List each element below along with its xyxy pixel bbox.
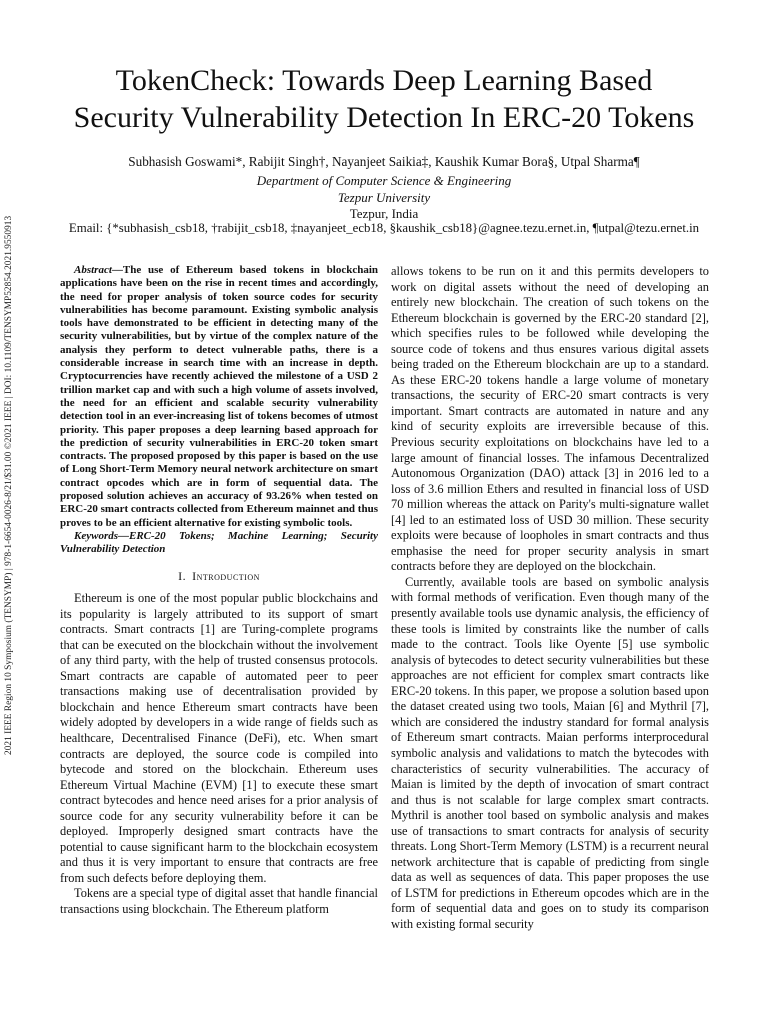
department: Department of Computer Science & Engineering [256,173,512,188]
abstract-text: —The use of Ethereum based tokens in blockchain applications have been on the rise in recent times and accordingly, the need for proper analysis of token source codes for security vulnerabilities has become paramount. Existing symbolic analysis tools have demonstrated to be efficient in detecting many of the security vulnerabilities, but by virtue of the complex nature of the analysis they perform to detect vulnerable paths, there is a considerable increase in search time with an increase in depth. Cryptocurrencies have recently achieved the milestone of a USD 2 trillion market cap and with such a high volume of assets involved, the need for an efficient and scalable security vulnerability detection tool in an ever-increasing list of tokens becomes of utmost priority. This paper proposes a deep learning based approach for the prediction of security vulnerabilities in ERC-20 token smart contracts. The proposed proposed by this paper is based on the use of Long Short-Term Memory neural network architecture on smart contract opcodes which are in form of sequential data. The proposed solution achieves an accuracy of 93.26% when tested on ERC-20 smart contracts collected from Ethereum mainnet and thus proves to be an efficient alternative for existing symbolic tools. [60,264,378,529]
title-line-1: TokenCheck: Towards Deep Learning Based [115,64,653,97]
author-list: Subhasish Goswami*, Rabijit Singh†, Nayanjeet Saikia‡, Kaushik Kumar Bora§, Utpal Sharma¶ [128,154,640,169]
right-paragraph-2: Currently, available tools are based on symbolic analysis with formal methods of verification. Even though many of the presently available tools use dynamic analysis, the efficiency of these tools is limited by constraints like the number of calls made to the contract. Tools like Oyente [5] use symbolic analysis of bytecodes to detect security vulnerabilities but these approaches are not efficient for complex smart contracts like ERC-20 tokens. In this paper, we propose a solution based upon the dataset created using two tools, Maian [6] and Mythril [7], which are considered the industry standard for formal analysis of Ethereum smart contracts. Maian performs interprocedural symbolic analysis and validations to match the bytecodes with characteristics of security vulnerabilities. The accuracy of Maian is limited by the depth of invocation of smart contract and thus is not scalable for large complex smart contracts. Mythril is another tool based on symbolic analysis and makes use of transactions to smart contracts for analysis of security threats. Long Short-Term Memory (LSTM) is a recurrent neural network architecture that is capable of predicting from single data as well as sequences of data. This paper proposes the use of LSTM for predictions in Ethereum opcodes which are in the form of sequential data and goes on to study its comparison with existing formal security [391,574,709,931]
section-number: I. [178,568,187,583]
location: Tezpur, India [349,206,419,221]
side-margin-citation [4,215,18,755]
title-line-2: Security Vulnerability Detection In ERC-20 Tokens [73,101,695,134]
abstract [60,264,378,530]
right-paragraph-1: allows tokens to be run on it and this permits developers to work on digital assets without the need of developing an entirely new blockchain. The creation of such tokens on the Ethereum blockchain is governed by the ERC-20 standard [2], which specifies rules to be followed while developing the source code of tokens and thus ensures various digital assets being traded on the Ethereum blockchain are up to a standard. As these ERC-20 tokens handle a large volume of monetary transactions, the security of ERC-20 smart contracts is very important. Smart contracts are automated in nature and any kind of security exploits are irreversible because of this. Previous security exploitations on blockchains have led to a large amount of financial losses. The infamous Decentralized Autonomous Organization (DAO) attack [3] in 2016 led to a loss of 3.6 million Ethers and resulted in financial loss of USD 70 million whereas the attack on Parity's multi-signature wallet [4] led to an estimated loss of USD 30 million. These security exploits were because of loopholes in smart contracts and thus emphasise the need for proper security analysis in smart contracts before they are deployed on the blockchain. [391,264,709,574]
right-column [391,264,709,933]
university: Tezpur University [337,190,431,205]
left-column [60,264,378,918]
side-citation-text: 2021 IEEE Region 10 Symposium (TENSYMP) | 978-1-6654-0026-8/21/$31.00 ©2021 IEEE | DOI: 10.1109/TENSYMP52854.2021.9550913 [4,215,14,755]
email-line: Email: {*subhasish_csb18, †rabijit_csb18, ‡nayanjeet_ecb18, §kaushik_csb18}@agnee.tezu.ernet.in, ¶utpal@tezu.ernet.in [68,221,700,235]
intro-paragraph-2: Tokens are a special type of digital asset that handle financial transactions using blockchain. The Ethereum platform [60,886,378,917]
section-heading [60,569,378,585]
abstract-label: Abstract [74,264,112,276]
section-title: Introduction [192,568,260,583]
paper-title [40,62,728,136]
intro-paragraph-1: Ethereum is one of the most popular public blockchains and its popularity is largely attributed to its support of smart contracts. Smart contracts [1] are Turing-complete programs that can be executed on the blockchain without the involvement of any third party, with the help of trusted consensus protocols. Smart contracts are capable of automated peer to peer transactions making use of decentralisation provided by blockchain and hence Ethereum smart contracts have been widely adopted by developers in a wide range of fields such as healthcare, Decentralised Finance (DeFi), etc. When smart contracts are deployed, the source code is compiled into bytecode and stored on the blockchain. Ethereum uses Ethereum Virtual Machine (EVM) [1] to execute these smart contract bytecodes and hence need arises for a prior analysis of source code for any security vulnerability before it can be deployed. Improperly designed smart contracts have the potential to cause significant harm to the blockchain ecosystem and thus it is very important to ensure that contracts are free from such defects before deploying them. [60,591,378,885]
keywords: Keywords—ERC-20 Tokens; Machine Learning; Security Vulnerability Detection [60,529,378,556]
